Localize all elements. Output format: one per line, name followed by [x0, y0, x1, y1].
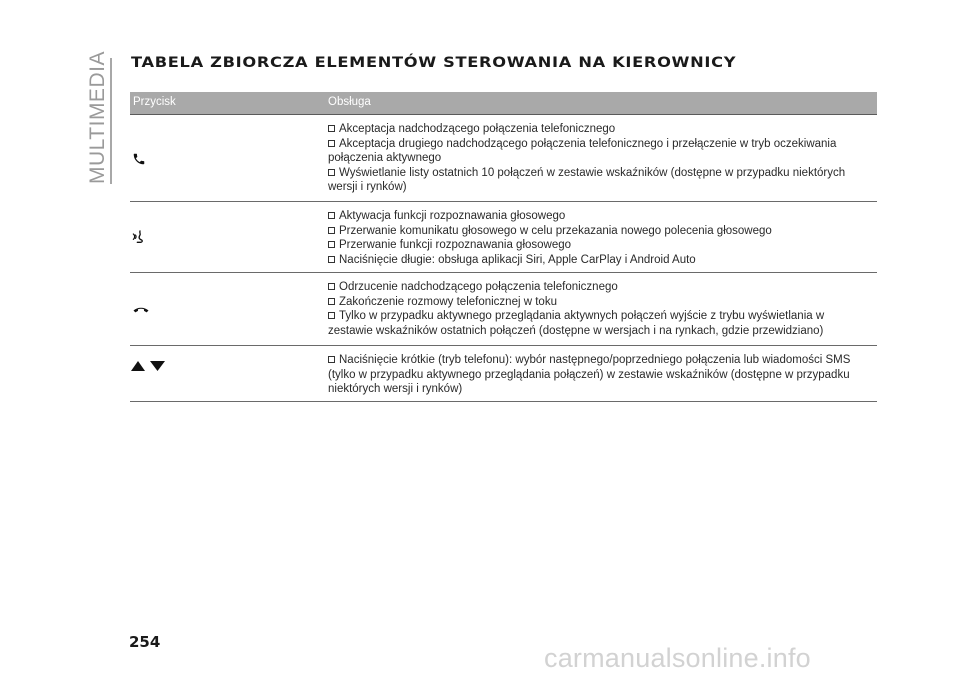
table-row: [130, 273, 877, 346]
list-item: Naciśnięcie krótkie (tryb telefonu): wybór następnego/poprzedniego połączenia lub wiadomości SMS (tylko w przypadku aktywnego przeglądania połączeń) w zestawie wskaźników (dostępne w przypadku niektórych wersji i rynków): [328, 354, 851, 395]
table-row: [130, 346, 877, 402]
bullet-icon: [328, 241, 335, 248]
list-item: Wyświetlanie listy ostatnich 10 połączeń w zestawie wskaźników (dostępne w przypadku niektórych wersji i rynków): [328, 166, 846, 193]
header-przycisk: Przycisk: [133, 96, 176, 108]
voice-command-icon: [132, 229, 148, 245]
bullet-icon: [328, 356, 335, 363]
list-item: Aktywacja funkcji rozpoznawania głosowego: [328, 209, 871, 224]
list-item: Tylko w przypadku aktywnego przeglądania aktywnych połączeń wyjście z trybu wyświetlania w zestawie wskaźników ostatnich połączeń (dostępne w wersjach i na rynkach, gdzie przewidziano): [328, 310, 825, 337]
list-item: Akceptacja drugiego nadchodzącego połączenia telefonicznego i przełączenie w tryb oczekiwania połączenia aktywnego: [328, 137, 837, 164]
bullet-icon: [328, 125, 335, 132]
bullet-icon: [328, 312, 335, 319]
table-header: [130, 92, 877, 115]
list-item: Przerwanie komunikatu głosowego w celu przekazania nowego polecenia głosowego: [328, 224, 871, 239]
bullet-icon: [328, 256, 335, 263]
side-tab-label: MULTIMEDIA: [86, 51, 109, 184]
list-item: Zakończenie rozmowy telefonicznej w toku: [328, 295, 871, 310]
bullet-icon: [328, 227, 335, 234]
up-down-arrows-icon: [130, 360, 166, 372]
controls-table: [130, 92, 877, 402]
list-item: Akceptacja nadchodzącego połączenia telefonicznego: [328, 122, 871, 137]
table-row: [130, 115, 877, 202]
phone-answer-icon: [132, 152, 146, 166]
page-number: 254: [129, 633, 161, 651]
bullet-icon: [328, 298, 335, 305]
list-item: Przerwanie funkcji rozpoznawania głosowego: [328, 238, 871, 253]
bullet-icon: [328, 140, 335, 147]
bullet-icon: [328, 283, 335, 290]
bullet-icon: [328, 212, 335, 219]
watermark: carmanualsonline.info: [544, 643, 811, 673]
list-item: Naciśnięcie długie: obsługa aplikacji Siri, Apple CarPlay i Android Auto: [328, 253, 871, 268]
bullet-icon: [328, 169, 335, 176]
phone-hangup-icon: [132, 304, 150, 314]
list-item: Odrzucenie nadchodzącego połączenia telefonicznego: [328, 280, 871, 295]
header-obsluga: Obsługa: [328, 96, 371, 108]
table-row: [130, 202, 877, 273]
page-title: TABELA ZBIORCZA ELEMENTÓW STEROWANIA NA KIEROWNICY: [131, 55, 737, 71]
